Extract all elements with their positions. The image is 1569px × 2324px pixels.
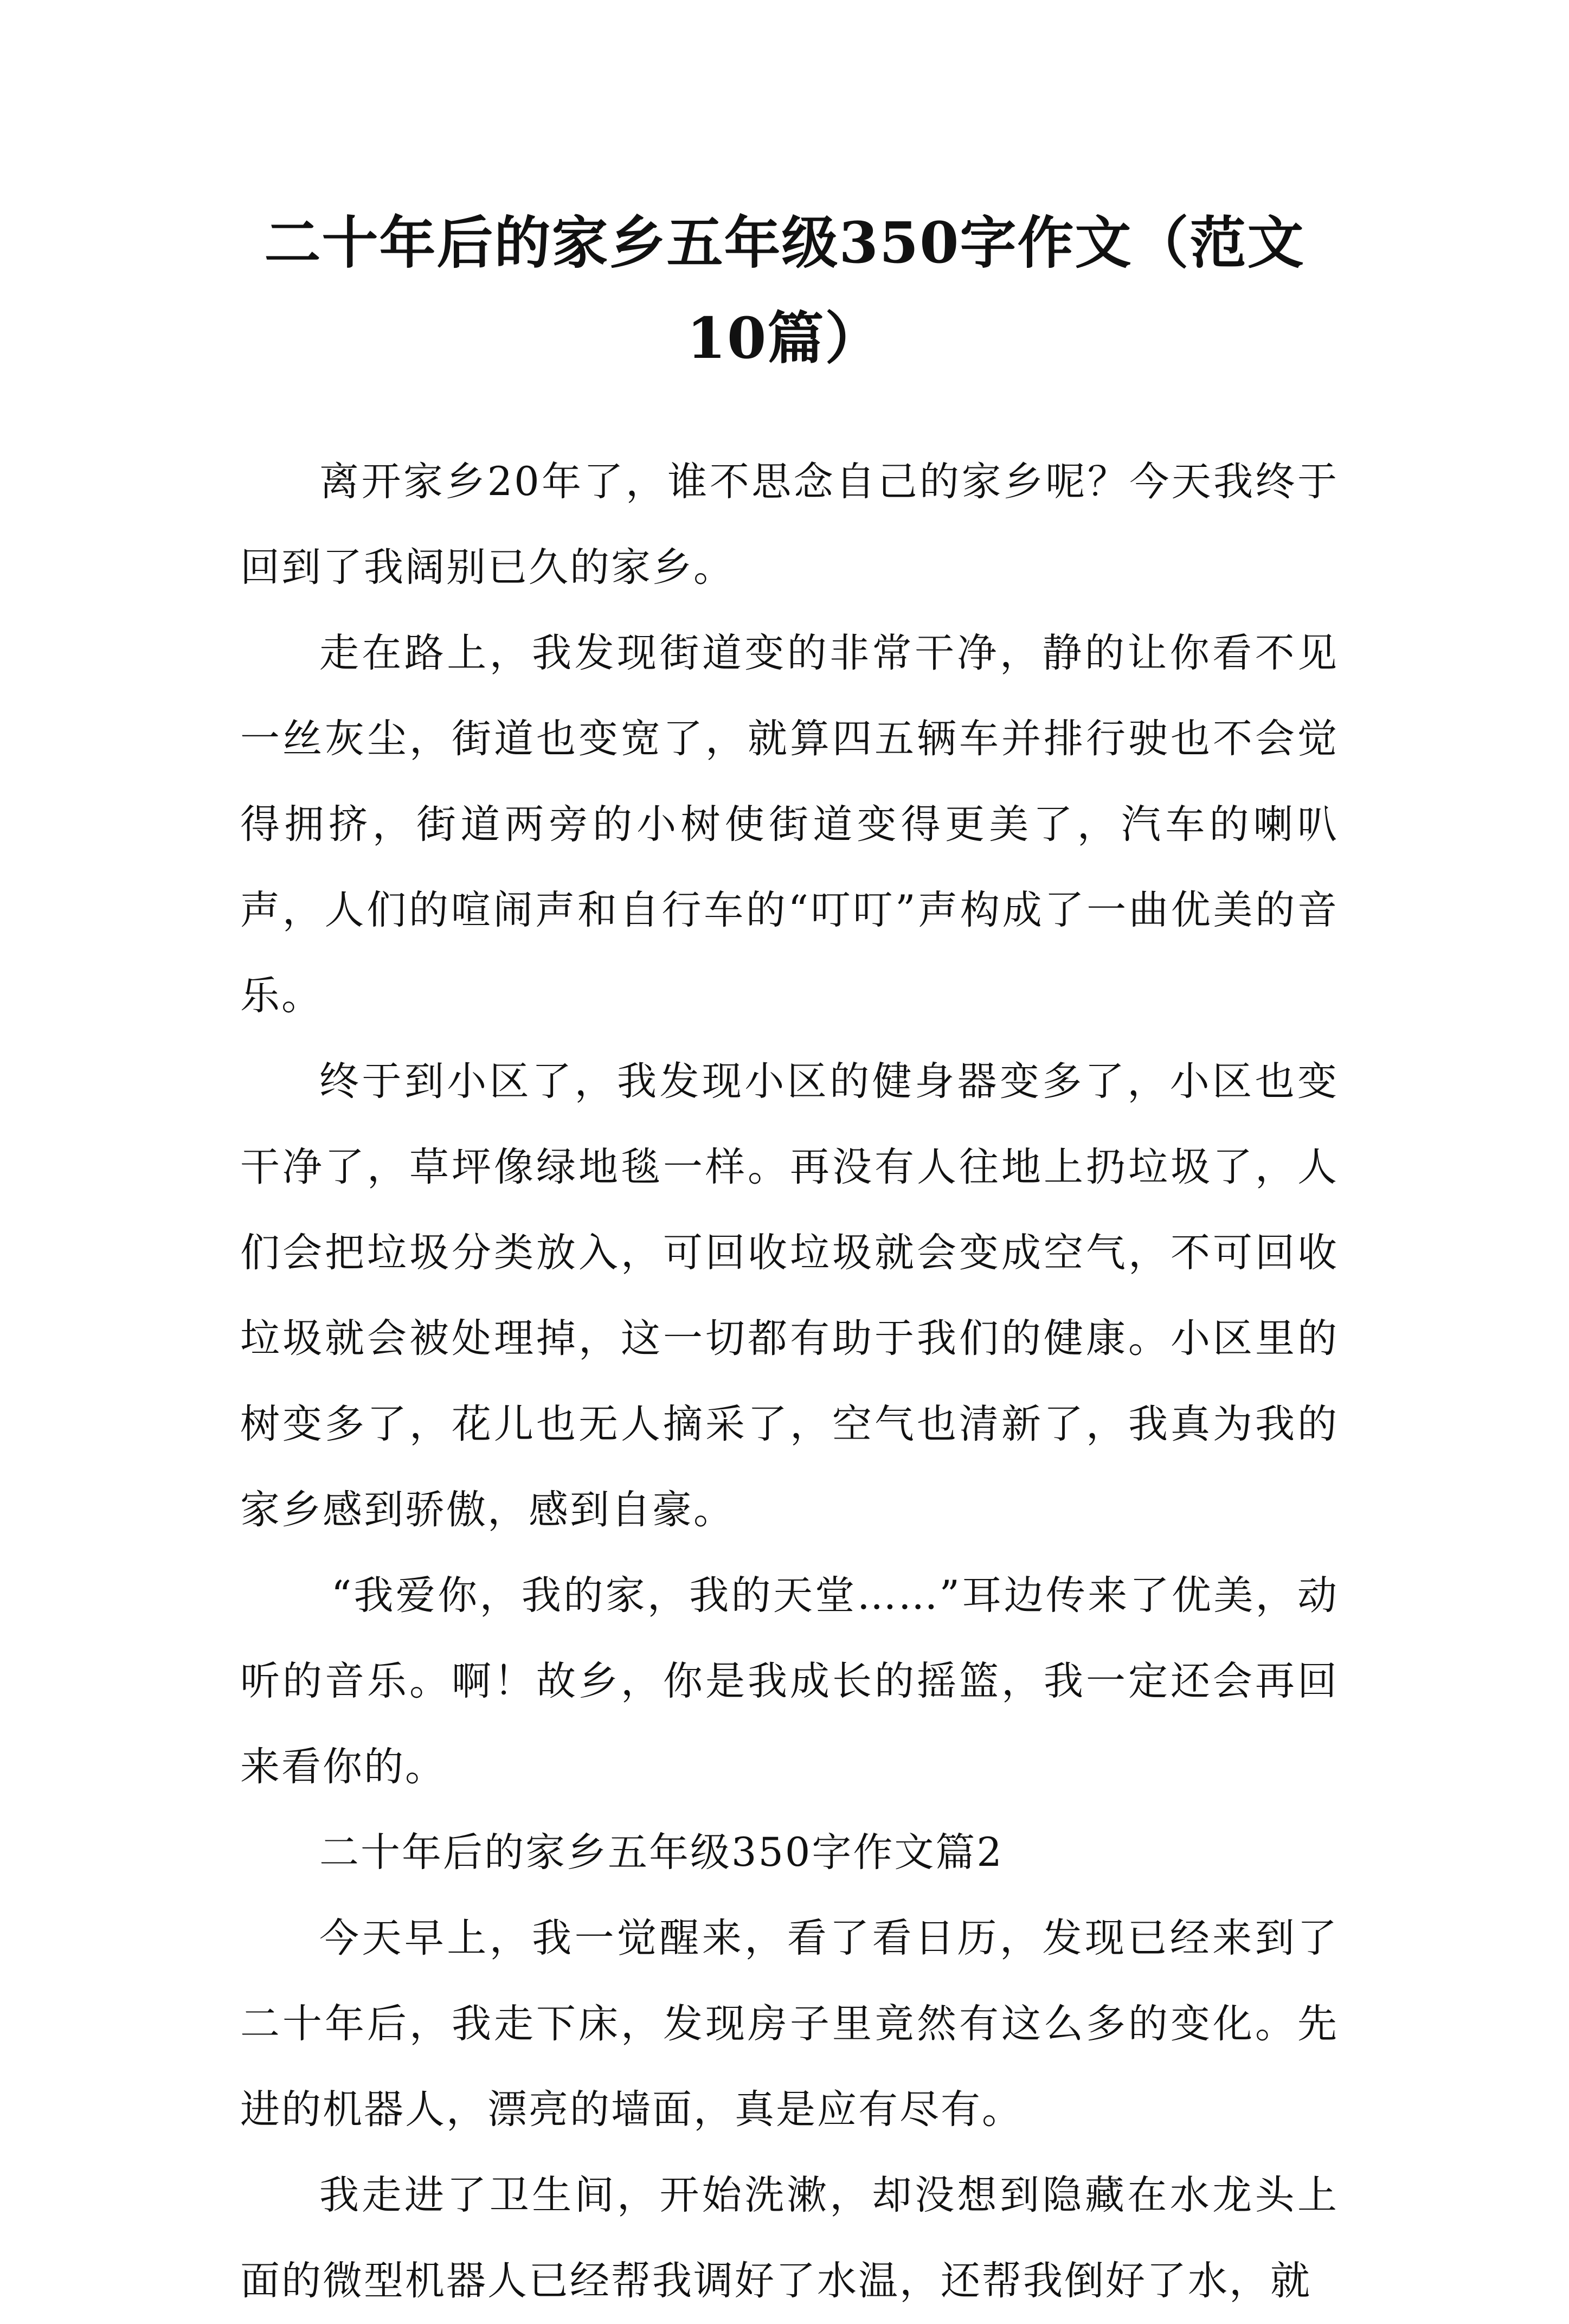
paragraph: 离开家乡20年了，谁不思念自己的家乡呢？今天我终于回到了我阔别已久的家乡。 bbox=[240, 459, 1339, 590]
document-title: 二十年后的家乡五年级350字作文（范文10篇） bbox=[264, 209, 1305, 371]
document-body bbox=[240, 439, 1339, 2324]
paragraph: 今天早上，我一觉醒来，看了看日历，发现已经来到了二十年后，我走下床，发现房子里竟然有这么多的变化。先进的机器人，漂亮的墙面，真是应有尽有。 bbox=[240, 1915, 1339, 2133]
paragraph: 走在路上，我发现街道变的非常干净，静的让你看不见一丝灰尘，街道也变宽了，就算四五辆车并排行驶也不会觉得拥挤，街道两旁的小树使街道变得更美了，汽车的喇叭声，人们的喧闹声和自行车的“叮叮”声构成了一曲优美的音乐。 bbox=[240, 630, 1339, 1019]
paragraph: 终于到小区了，我发现小区的健身器变多了，小区也变干净了，草坪像绿地毯一样。再没有人往地上扔垃圾了，人们会把垃圾分类放入，可回收垃圾就会变成空气，不可回收垃圾就会被处理掉，这一切都有助于我们的健康。小区里的树变多了，花儿也无人摘采了，空气也清新了，我真为我的家乡感到骄傲，感到自豪。 bbox=[240, 1058, 1339, 1533]
paragraph: 我走进了卫生间，开始洗漱，却没想到隐藏在水龙头上面的微型机器人已经帮我调好了水温，还帮我倒好了水，就 bbox=[240, 2172, 1339, 2304]
paragraph: “我爱你，我的家，我的天堂……”耳边传来了优美，动听的音乐。啊！故乡，你是我成长的摇篮，我一定还会再回来看你的。 bbox=[240, 1572, 1339, 1790]
section-heading: 二十年后的家乡五年级350字作文篇2 bbox=[319, 1829, 1004, 1876]
